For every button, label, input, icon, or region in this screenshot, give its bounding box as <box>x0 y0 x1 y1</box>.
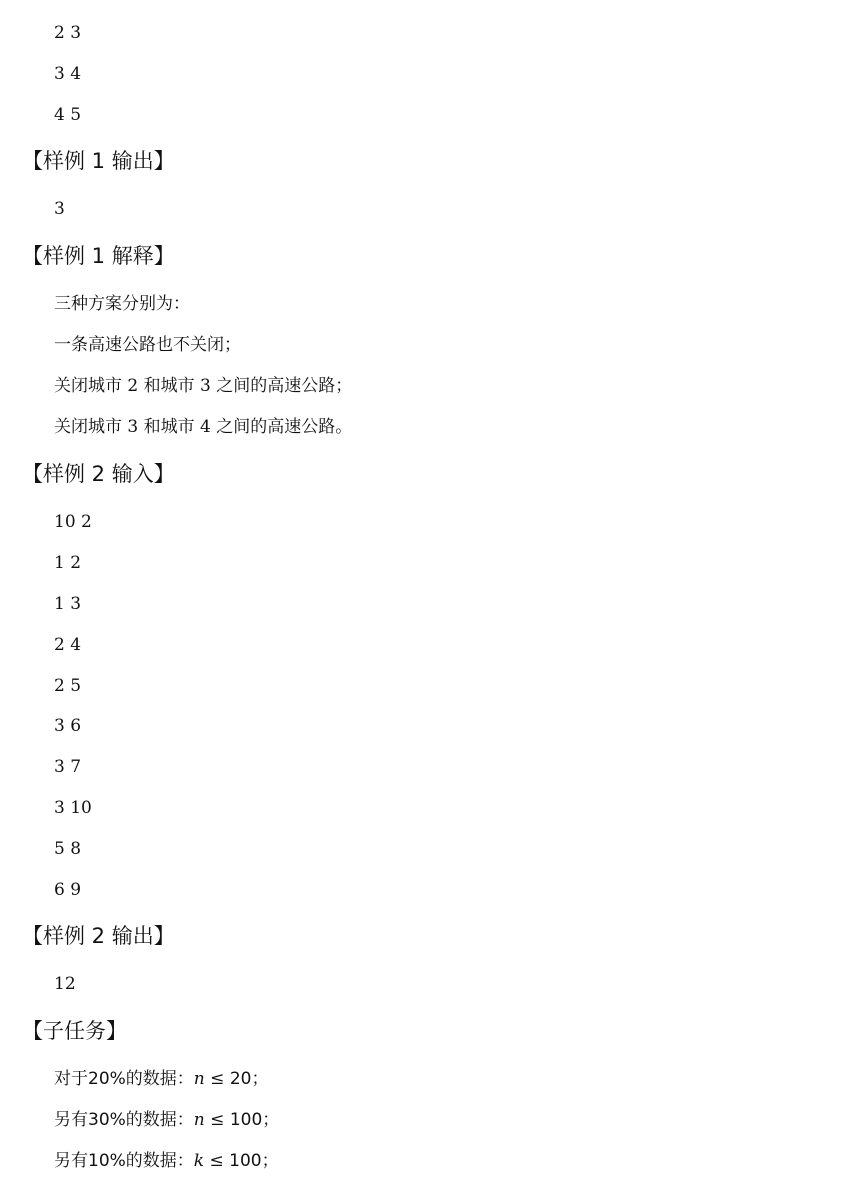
sample2-input-line: 3 7 <box>54 757 82 777</box>
section-heading-subtasks: 【子任务】 <box>22 1019 127 1043</box>
explanation-line: 关闭城市 3 和城市 4 之间的高速公路。 <box>54 417 353 437</box>
sample2-input-line: 2 5 <box>54 676 82 696</box>
subtask-item: 对于20%的数据：n ≤ 20； <box>54 1069 269 1089</box>
sample1-input-line: 3 4 <box>54 64 82 84</box>
section-heading-sample1-output: 【样例 1 输出】 <box>22 149 175 173</box>
sample1-output-line: 3 <box>54 199 65 219</box>
sample2-output-line: 12 <box>54 974 76 994</box>
sample2-input-line: 3 6 <box>54 716 82 736</box>
section-heading-sample1-explanation: 【样例 1 解释】 <box>22 244 175 268</box>
explanation-line: 三种方案分别为： <box>54 294 190 314</box>
explanation-line: 关闭城市 2 和城市 3 之间的高速公路； <box>54 376 353 396</box>
sample2-input-line: 1 3 <box>54 594 82 614</box>
sample2-input-line: 3 10 <box>54 798 92 818</box>
sample2-input-line: 2 4 <box>54 635 82 655</box>
subtask-item: 另有10%的数据：k ≤ 100； <box>54 1151 279 1171</box>
sample2-input-line: 5 8 <box>54 839 82 859</box>
sample1-input-line: 4 5 <box>54 105 82 125</box>
subtask-item: 另有30%的数据：n ≤ 100； <box>54 1110 280 1130</box>
section-heading-sample2-input: 【样例 2 输入】 <box>22 462 175 486</box>
sample1-input-line: 2 3 <box>54 23 82 43</box>
explanation-line: 一条高速公路也不关闭； <box>54 335 241 355</box>
sample2-input-line: 10 2 <box>54 512 92 532</box>
section-heading-sample2-output: 【样例 2 输出】 <box>22 924 175 948</box>
sample2-input-line: 6 9 <box>54 880 82 900</box>
sample2-input-line: 1 2 <box>54 553 82 573</box>
